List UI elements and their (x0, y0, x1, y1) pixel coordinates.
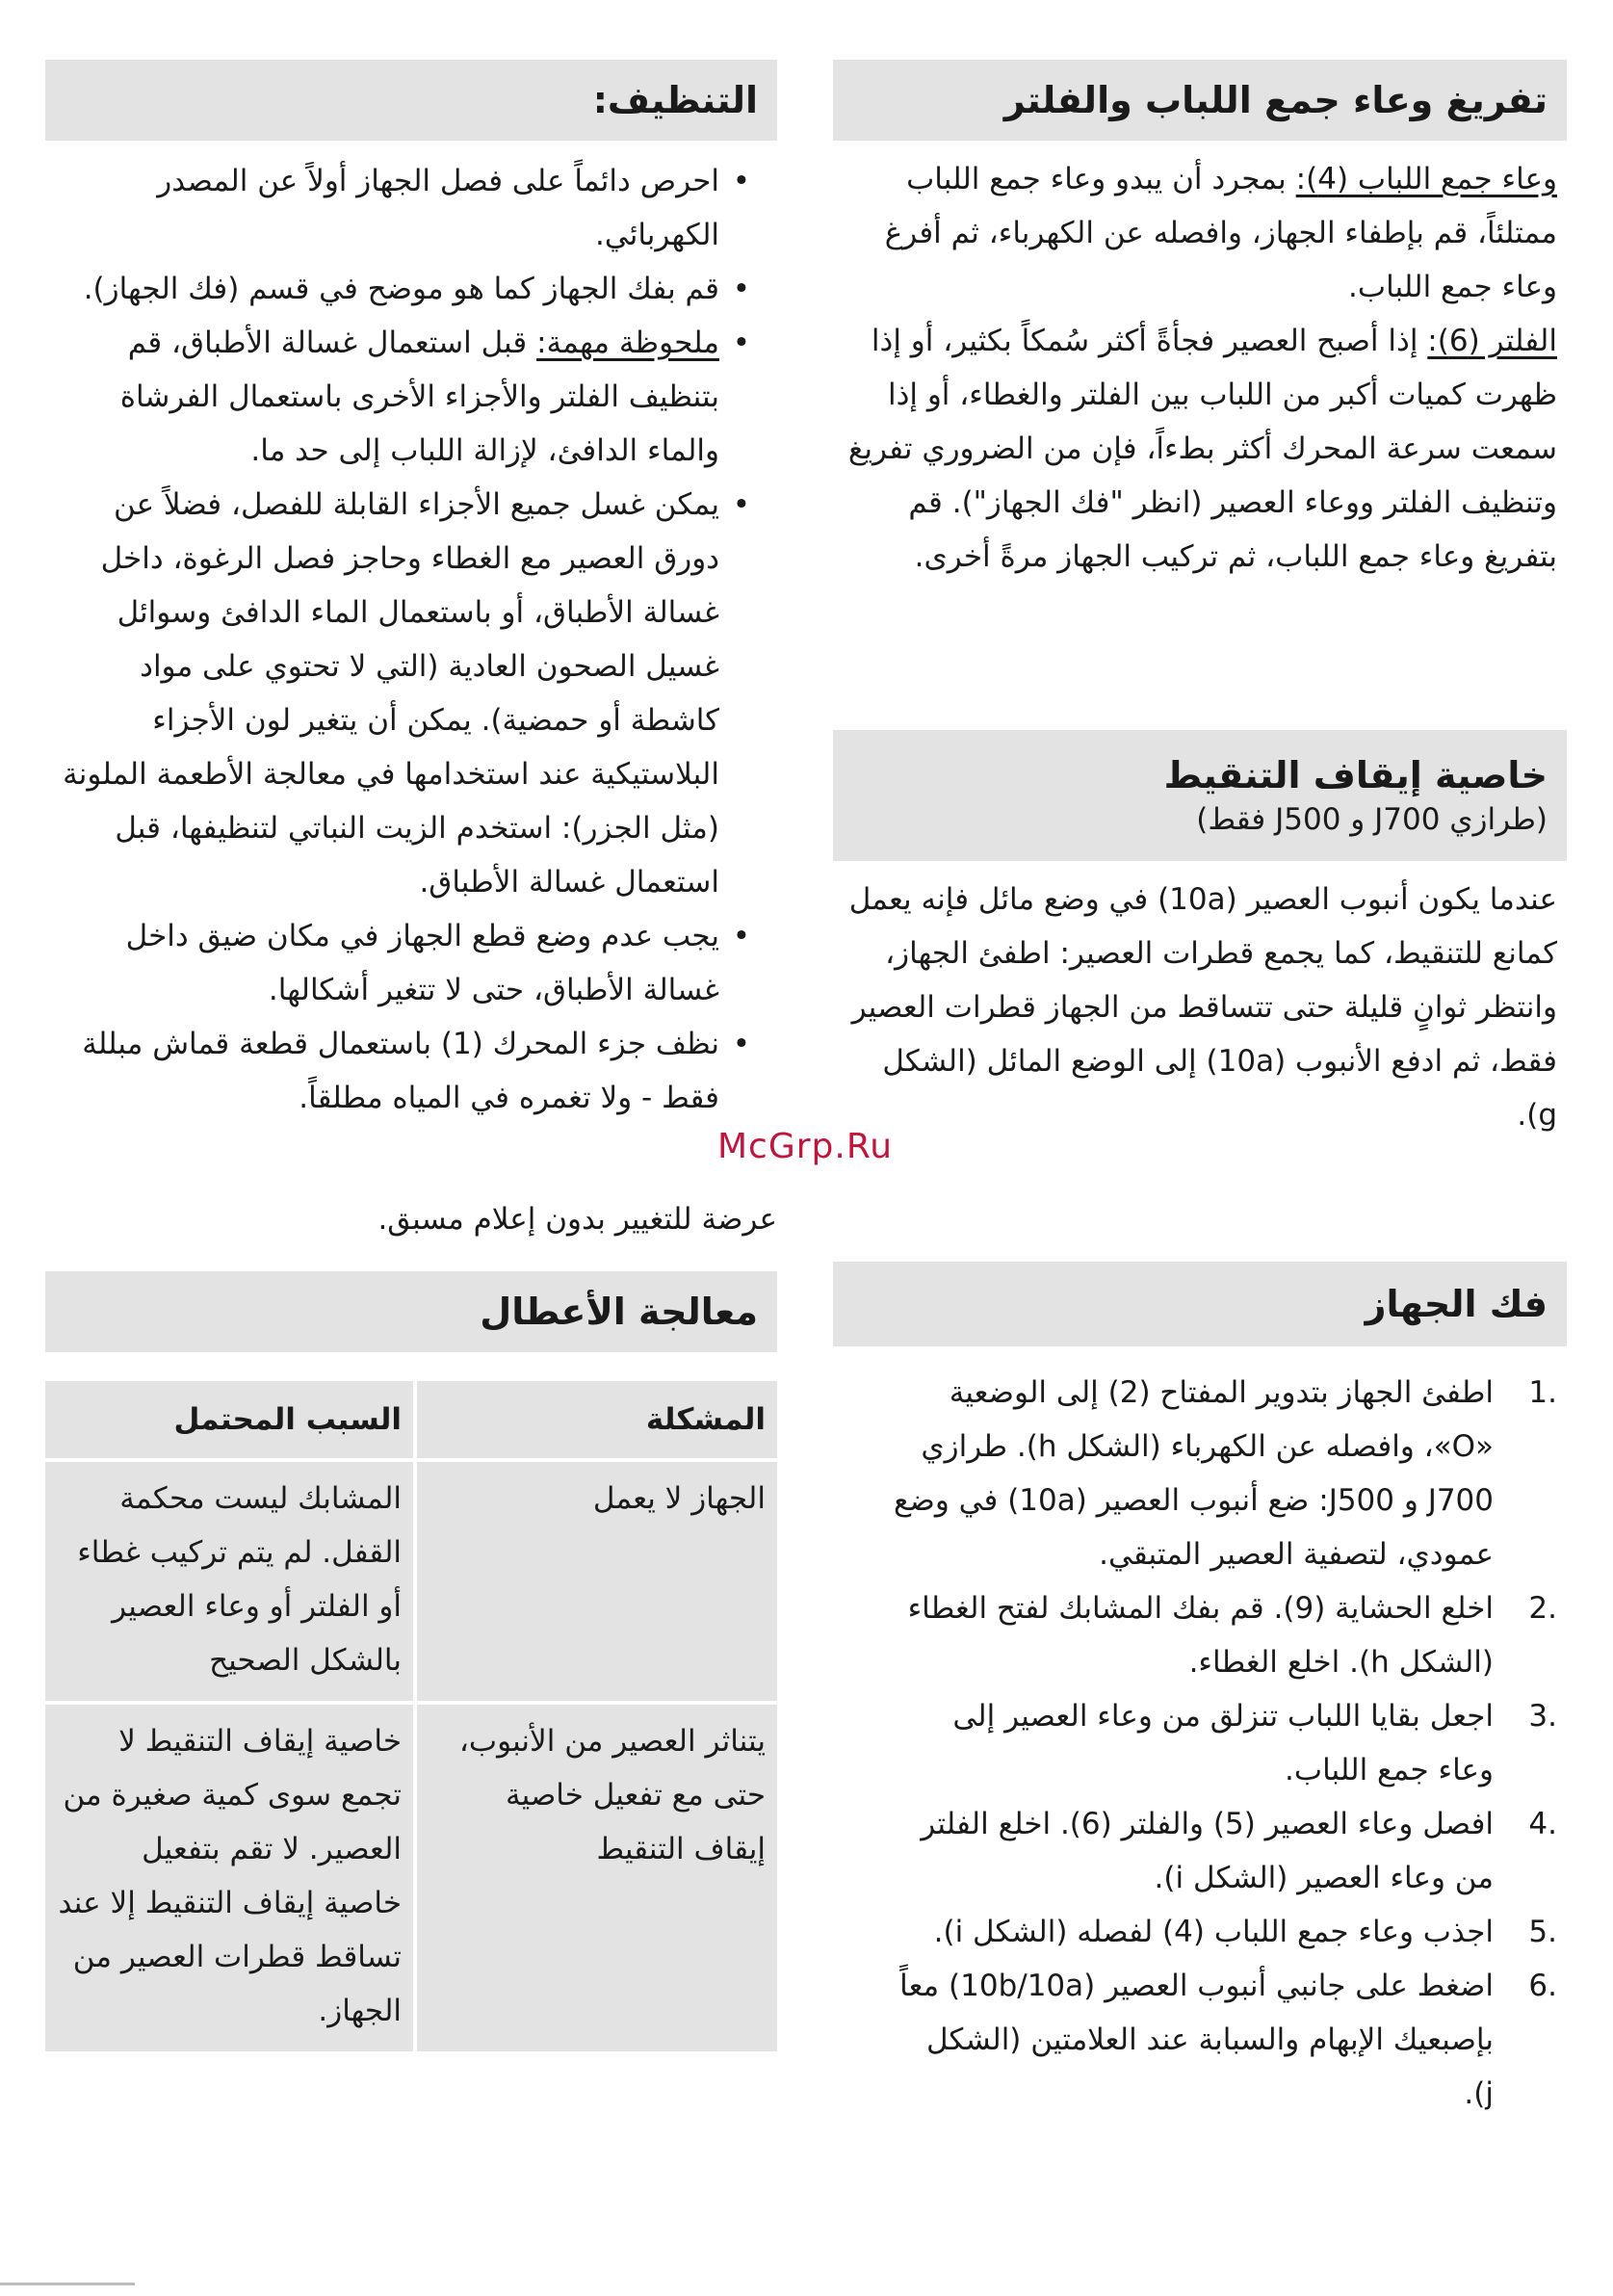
troubleshooting-table (45, 1381, 777, 2051)
watermark-text: McGrp.Ru (717, 1127, 894, 1166)
list-item (891, 1959, 1557, 2121)
inline-lead: الفلتر (6): (1427, 324, 1557, 358)
step-number: 3. (1528, 1699, 1557, 1734)
section-header-drip (833, 730, 1567, 861)
section-body-drip (833, 861, 1567, 1142)
step-number: 1. (1528, 1375, 1557, 1410)
paragraph-pulp-container (833, 152, 1557, 314)
section-header-cleaning (45, 60, 777, 141)
step-text: اطفئ الجهاز بتدوير المفتاح (2) إلى الوضعية «O»، وافصله عن الكهرباء (الشكل h). طرازي J700 و J500: ضع أنبوب العصير (10a) في وضع عمودي، لتصفية العصير المتبقي. (894, 1375, 1494, 1572)
section-title: التنظيف: (592, 79, 758, 121)
step-text: اضغط على جانبي أنبوب العصير (10b/10a) معاً بإصبعيك الإبهام والسبابة عند العلامتين (الشكل j). (899, 1969, 1494, 2111)
paragraph-drip: عندما يكون أنبوب العصير (10a) في وضع مائل فإنه يعمل كمانع للتنقيط، كما يجمع قطرات العصير: اطفئ الجهاز، وانتظر ثوانٍ قليلة حتى تتساقط من الجهاز قطرات العصير فقط، ثم ادفع الأنبوب (10a) إلى الوضع المائل (الشكل g). (848, 882, 1557, 1133)
cell-cause: خاصية إيقاف التنقيط لا تجمع سوى كمية صغيرة من العصير. لا تقم بتفعيل خاصية إيقاف التنقيط إلا عند تساقط قطرات العصير من الجهاز. (45, 1701, 413, 2051)
step-number: 2. (1528, 1591, 1557, 1626)
cell-problem: يتناثر العصير من الأنبوب، حتى مع تفعيل خاصية إيقاف التنقيط (413, 1701, 777, 2051)
bullet-text: احرص دائماً على فصل الجهاز أولاً عن المصدر الكهربائي. (157, 164, 719, 252)
step-text: اخلع الحشاية (9). قم بفك المشابك لفتح الغطاء (الشكل h). اخلع الغطاء. (907, 1591, 1494, 1680)
bullet-text: نظف جزء المحرك (1) باستعمال قطعة قماش مبللة فقط - ولا تغمره في المياه مطلقاً. (82, 1027, 719, 1115)
cell-cause: المشابك ليست محكمة القفل. لم يتم تركيب غطاء أو الفلتر أو وعاء العصير بالشكل الصحيح (45, 1458, 413, 1701)
notice-text: عرضة للتغيير بدون إعلام مسبق. (377, 1202, 777, 1237)
paragraph-text: إذا أصبح العصير فجأةً أكثر سُمكاً بكثير، أو إذا ظهرت كميات أكبر من اللباب بين الفلتر والغطاء، أو إذا سمعت سرعة المحرك أكثر بطءاً، فإن من الضروري تفريغ وتنظيف الفلتر ووعاء العصير (انظر "فك الجهاز"). قم بتفريغ وعاء جمع اللباب، ثم تركيب الجهاز مرةً أخرى. (847, 324, 1557, 574)
step-number: 5. (1528, 1915, 1557, 1949)
footer-divider (0, 2283, 135, 2285)
table-row (45, 1458, 777, 1701)
cell-problem: الجهاز لا يعمل (413, 1458, 777, 1701)
section-body-empty (833, 141, 1567, 584)
table-row (45, 1701, 777, 2051)
step-text: اجعل بقايا اللباب تنزلق من وعاء العصير إلى وعاء جمع اللباب. (952, 1699, 1494, 1787)
table-header-row (45, 1381, 777, 1458)
section-title: خاصية إيقاف التنقيط (1163, 754, 1548, 796)
inline-lead: وعاء جمع اللباب (4): (1295, 162, 1557, 196)
right-column (833, 60, 1567, 2121)
section-subtitle: (طرازي J700 و J500 فقط) (1196, 802, 1548, 837)
list-item (891, 1366, 1557, 1581)
list-item (891, 1797, 1557, 1905)
bullet-text: يجب عدم وضع قطع الجهاز في مكان ضيق داخل غسالة الأطباق، حتى لا تتغير أشكالها. (125, 919, 719, 1007)
list-item (45, 154, 752, 262)
section-header-empty (833, 60, 1567, 141)
section-title: معالجة الأعطال (480, 1291, 758, 1333)
section-header-disassembly (833, 1262, 1567, 1346)
bullet-text: قم بفك الجهاز كما هو موضح في قسم (فك الجهاز). (83, 272, 719, 306)
list-item (891, 1689, 1557, 1797)
section-body-disassembly (833, 1346, 1567, 2121)
section-title: تفريغ وعاء جمع اللباب والفلتر (1003, 79, 1548, 121)
list-item (45, 262, 752, 316)
section-title: فك الجهاز (1365, 1283, 1548, 1325)
inline-lead: ملحوظة مهمة: (536, 326, 719, 360)
section-body-cleaning (45, 141, 777, 1125)
list-item (45, 316, 752, 478)
step-number: 6. (1528, 1969, 1557, 2003)
step-text: افصل وعاء العصير (5) والفلتر (6). اخلع الفلتر من وعاء العصير (الشكل i). (921, 1807, 1494, 1895)
list-item (891, 1905, 1557, 1959)
left-column (45, 60, 777, 1125)
section-header-troubleshooting (45, 1271, 777, 1352)
header-cause: السبب المحتمل (45, 1381, 413, 1458)
cleaning-list (45, 154, 752, 1125)
bullet-text: قبل استعمال غسالة الأطباق، قم بتنظيف الفلتر والأجزاء الأخرى باستعمال الفرشاة والماء الدافئ، لإزالة اللباب إلى حد ما. (119, 326, 719, 468)
list-item (45, 909, 752, 1017)
bullet-text: يمكن غسل جميع الأجزاء القابلة للفصل، فضلاً عن دورق العصير مع الغطاء وحاجز فصل الرغوة، داخل غسالة الأطباق، أو باستعمال الماء الدافئ وسوائل غسيل الصحون العادية (التي لا تحتوي على مواد كاشطة أو حمضية). يمكن أن يتغير لون الأجزاء البلاستيكية عند استخدامها في معالجة الأطعمة الملونة (مثل الجزر): استخدم الزيت النباتي لتنظيفها، قبل استعمال غسالة الأطباق. (63, 487, 719, 900)
paragraph-filter (833, 314, 1557, 584)
list-item (891, 1581, 1557, 1689)
steps-list (891, 1366, 1557, 2121)
step-text: اجذب وعاء جمع اللباب (4) لفصله (الشكل i). (933, 1915, 1494, 1949)
list-item (45, 1017, 752, 1125)
header-problem: المشكلة (413, 1381, 777, 1458)
troubleshooting-block (45, 1271, 777, 2051)
list-item (45, 478, 752, 909)
step-number: 4. (1528, 1807, 1557, 1841)
paragraph-text: بمجرد أن يبدو وعاء جمع اللباب ممتلئاً، قم بإطفاء الجهاز، وافصله عن الكهرباء، ثم أفرغ وعاء جمع اللباب. (884, 162, 1557, 304)
